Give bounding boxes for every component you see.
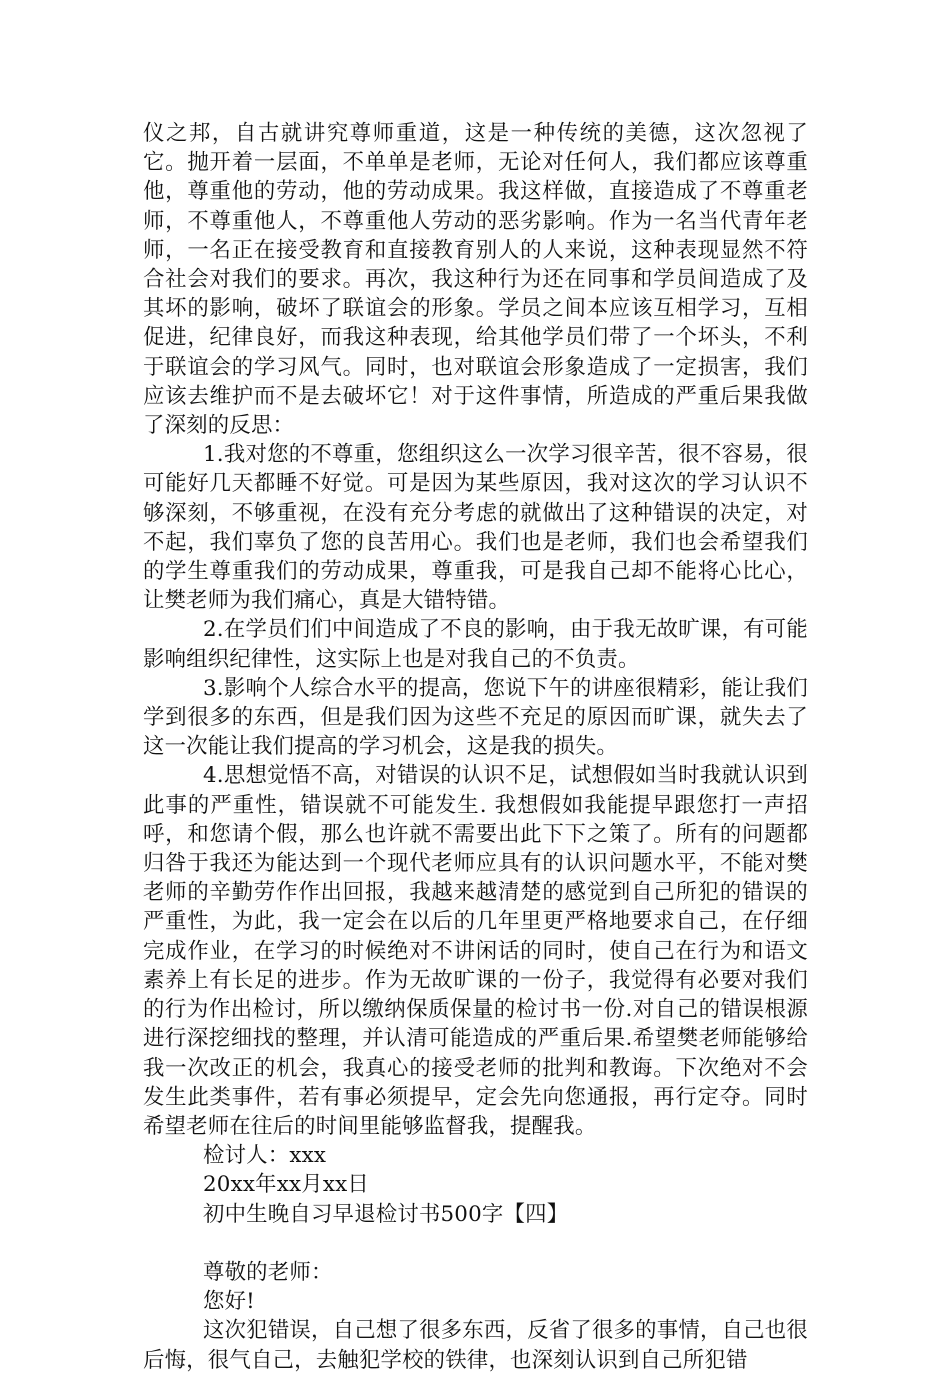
greeting: 您好! (203, 1289, 255, 1315)
section-title: 初中生晚自习早退检讨书500字【四】 (203, 1201, 569, 1227)
signature-line: 检讨人：xxx (203, 1143, 327, 1169)
salutation: 尊敬的老师： (203, 1259, 333, 1285)
date-line: 20xx年xx月xx日 (203, 1172, 369, 1198)
list-item-1: 1.我对您的不尊重，您组织这么一次学习很辛苦，很不容易，很可能好几天都睡不好觉。可是因为某些原因，我对这次的学习认识不够深刻，不够重视，在没有充分考虑的就做出了这种错误的决定，对不起，我们辜负了您的良苦用心。我们也是老师，我们也会希望我们的学生尊重我们的劳动成果，尊重我，可是我自己却不能将心比心，让樊老师为我们痛心，真是大错特错。 (143, 442, 808, 614)
list-item-3: 3.影响个人综合水平的提高，您说下午的讲座很精彩，能让我们学到很多的东西，但是我们因为这些不充足的原因而旷课，就失去了这一次能让我们提高的学习机会，这是我的损失。 (143, 675, 808, 760)
final-paragraph: 这次犯错误，自己想了很多东西，反省了很多的事情，自己也很后悔，很气自己，去触犯学校的铁律，也深刻认识到自己所犯错 (143, 1318, 808, 1373)
list-item-4: 4.思想觉悟不高，对错误的认识不足，试想假如当时我就认识到此事的严重性，错误就不可能发生. 我想假如我能提早跟您打一声招呼，和您请个假，那么也许就不需要出此下下之策了。所有的问题都归咎于我还为能达到一个现代老师应具有的认识问题水平，不能对樊老师的辛勤劳作作出回报，我越来越清楚的感觉到自己所犯的错误的严重性，为此，我一定会在以后的几年里更严格地要求自己，在仔细完成作业，在学习的时候绝对不讲闲话的同时，使自己在行为和语文素养上有长足的进步。作为无故旷课的一份子，我觉得有必要对我们的行为作出检讨，所以缴纳保质保量的检讨书一份.对自己的错误根源进行深挖细找的整理，并认清可能造成的严重后果.希望樊老师能够给我一次改正的机会，我真心的接受老师的批判和教诲。下次绝对不会发生此类事件，若有事必须提早，定会先向您通报，再行定夺。同时希望老师在往后的时间里能够监督我，提醒我。 (143, 763, 808, 1139)
document-page (143, 119, 808, 1375)
list-item-2: 2.在学员们们中间造成了不良的影响，由于我无故旷课，有可能影响组织纪律性，这实际上也是对我自己的不负责。 (143, 617, 808, 672)
body-paragraph: 仪之邦，自古就讲究尊师重道，这是一种传统的美德，这次忽视了它。抛开着一层面，不单单是老师，无论对任何人，我们都应该尊重他，尊重他的劳动，他的劳动成果。我这样做，直接造成了不尊重老师，不尊重他人，不尊重他人劳动的恶劣影响。作为一名当代青年老师，一名正在接受教育和直接教育别人的人来说，这种表现显然不符合社会对我们的要求。再次，我这种行为还在同事和学员间造成了及其坏的影响，破坏了联谊会的形象。学员之间本应该互相学习，互相促进，纪律良好，而我这种表现，给其他学员们带了一个坏头，不利于联谊会的学习风气。同时，也对联谊会形象造成了一定损害，我们应该去维护而不是去破坏它！对于这件事情，所造成的严重后果我做了深刻的反思： (143, 121, 808, 439)
blank-line (143, 1229, 808, 1258)
